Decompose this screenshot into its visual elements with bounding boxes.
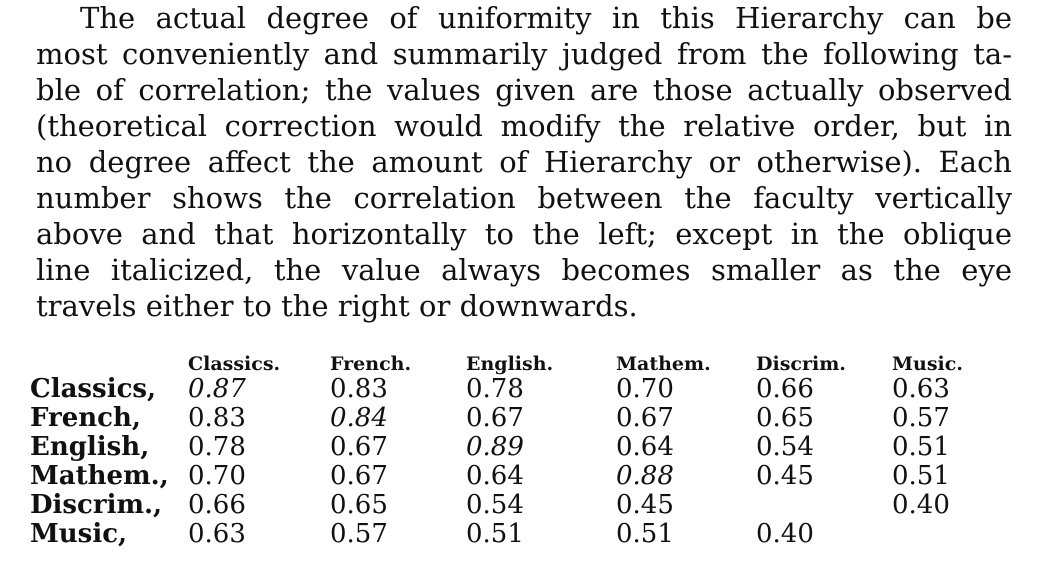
column-header: Mathem. [616,353,711,375]
paragraph-line: number shows the correlation between the faculty vertically [36,181,1012,215]
table-cell: 0.87 [188,374,246,404]
table-cell: 0.40 [756,519,814,549]
row-label: Classics, [30,374,157,404]
table-cell: 0.67 [330,461,388,491]
table-row [30,404,982,433]
table-cell: 0.84 [330,403,388,433]
table-cell: 0.70 [616,374,674,404]
table-cell [892,520,982,549]
table-cell: 0.66 [756,374,814,404]
table-row [30,491,982,520]
row-label: English, [30,432,150,462]
table-cell: 0.65 [330,490,388,520]
row-label: Discrim., [30,490,163,520]
table-cell: 0.45 [616,490,674,520]
table-cell [756,491,892,520]
row-label: Mathem., [30,461,169,491]
table-cell: 0.67 [330,432,388,462]
body-paragraph [36,0,1012,324]
table-cell: 0.63 [892,374,950,404]
table-cell: 0.54 [756,432,814,462]
table-cell: 0.67 [466,403,524,433]
table-cell: 0.64 [616,432,674,462]
paragraph-line: above and that horizontally to the left; except in the oblique [36,217,1012,251]
table-cell: 0.40 [892,490,950,520]
table-cell: 0.57 [330,519,388,549]
table-cell: 0.67 [616,403,674,433]
paragraph-line: ble of correlation; the values given are those actually observed [36,73,1012,107]
row-label: Music, [30,519,128,549]
table-cell: 0.88 [616,461,674,491]
table-cell: 0.57 [892,403,950,433]
table-cell: 0.51 [892,432,950,462]
table-cell: 0.78 [466,374,524,404]
row-label: French, [30,403,141,433]
table-cell: 0.78 [188,432,246,462]
table-cell: 0.45 [756,461,814,491]
table-cell: 0.83 [330,374,388,404]
table-cell: 0.65 [756,403,814,433]
table-row [30,433,982,462]
paragraph-line: travels either to the right or downwards. [36,289,638,323]
table-cell: 0.63 [188,519,246,549]
paragraph-line: most conveniently and summarily judged from the following ta- [36,37,1012,71]
paragraph-line: (theoretical correction would modify the relative order, but in [36,109,1012,143]
table-cell: 0.70 [188,461,246,491]
correlation-table [30,343,982,549]
table-row [30,375,982,404]
table-cell: 0.66 [188,490,246,520]
table-cell: 0.51 [892,461,950,491]
table-cell: 0.89 [466,432,524,462]
table-cell: 0.51 [466,519,524,549]
paragraph-line: The actual degree of uniformity in this Hierarchy can be [80,1,1012,35]
table-cell: 0.83 [188,403,246,433]
table-cell: 0.64 [466,461,524,491]
column-header: Classics. [188,353,281,375]
table-row [30,520,982,549]
column-header: French. [330,353,412,375]
column-header: English. [466,353,554,375]
paragraph-line: no degree affect the amount of Hierarchy or otherwise). Each [36,145,1012,179]
paragraph-line: line italicized, the value always becomes smaller as the eye [36,253,1012,287]
column-header: Discrim. [756,353,846,375]
table-cell: 0.54 [466,490,524,520]
table-header-row [30,343,982,375]
column-header: Music. [892,353,963,375]
corner-cell [30,343,188,375]
table-row [30,462,982,491]
table-cell: 0.51 [616,519,674,549]
